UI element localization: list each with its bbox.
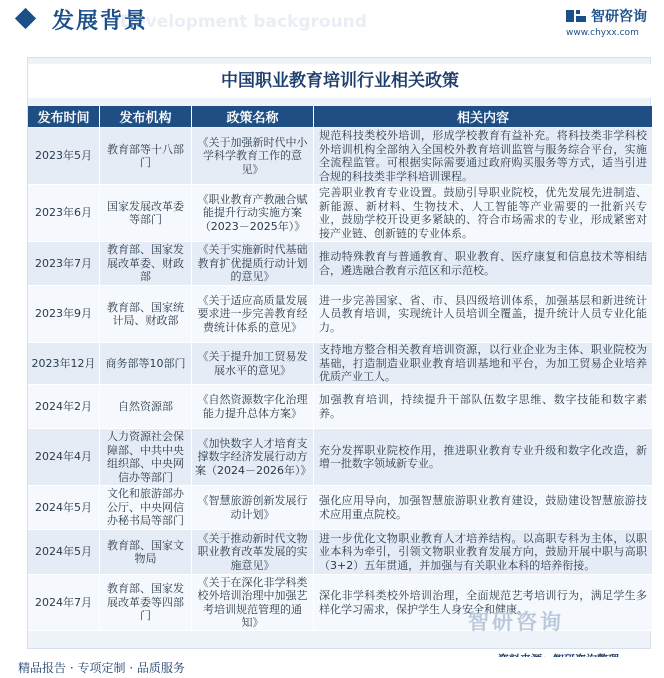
table-header — [28, 106, 652, 127]
section-title-en: Development background — [120, 12, 367, 32]
cell-org: 国家发展改革委等部门 — [100, 185, 192, 241]
cell-date: 2023年7月 — [28, 242, 100, 285]
brand-logo-icon — [566, 8, 586, 24]
column-header-content: 相关内容 — [456, 111, 509, 126]
cell-content: 充分发挥职业院校作用，推进职业教育专业升级和数字化改造，新增一批数字领域新专业。 — [314, 429, 652, 485]
cell-org: 文化和旅游部办公厅、中央网信办秘书局等部门 — [100, 486, 192, 529]
cell-date: 2024年5月 — [28, 486, 100, 529]
cell-policy: 《职业教育产教融合赋能提升行动实施方案（2023－2025年）》 — [192, 185, 314, 241]
policy-table-panel — [27, 57, 651, 649]
cell-date: 2024年2月 — [28, 385, 100, 428]
footer-slogan: 精品报告 · 专项定制 · 品质服务 — [18, 661, 185, 675]
brand-url: www.chyxx.com — [566, 28, 639, 38]
table-row — [28, 486, 652, 530]
cell-org: 教育部等十八部门 — [100, 128, 192, 184]
cell-org: 教育部、国家文物局 — [100, 530, 192, 574]
cell-policy: 《关于适应高质量发展要求进一步完善教育经费统计体系的意见》 — [192, 286, 314, 342]
table-title: 中国职业教育培训行业相关政策 — [28, 64, 652, 98]
table-row — [28, 286, 652, 343]
cell-org: 商务部等10部门 — [100, 343, 192, 384]
cell-content: 进一步优化文物职业教育人才培养结构。以高职专科为主体，以职业本科为牵引，引领文物职业教育发展方向，鼓励开展中职与高职（3+2）五年贯通，并加强与有关职业本科的培养衔接。 — [314, 530, 652, 574]
cell-date: 2023年12月 — [28, 343, 100, 384]
cell-content: 规范科技类校外培训，形成学校教育有益补充。将科技类非学科校外培训机构全部纳入全国校外教育培训监管与服务综合平台，实施全流程监管。可根据实际需要通过政府购买服务等方式，适当引进合规的科技类非学科培训课程。 — [314, 128, 652, 184]
cell-org: 教育部、国家发展改革委、财政部 — [100, 242, 192, 285]
column-header-date: 发布时间 — [28, 106, 100, 127]
table-row — [28, 429, 652, 486]
cell-policy: 《关于提升加工贸易发展水平的意见》 — [192, 343, 314, 384]
cell-content: 进一步完善国家、省、市、县四级培训体系，加强基层和新进统计人员教育培训，实现统计人员培训全覆盖，提升统计人员专业化能力。 — [314, 286, 652, 342]
cell-policy: 《关于在深化非学科类校外培训治理中加强艺考培训规范管理的通知》 — [192, 575, 314, 630]
cell-content: 支持地方整合相关教育培训资源，以行业企业为主体、职业院校为基础，打造制造业职业教育培训基地和平台，为加工贸易企业培养优质产业工人。 — [314, 343, 652, 384]
cell-date: 2023年6月 — [28, 185, 100, 241]
table-row — [28, 185, 652, 242]
cell-content: 加强教育培训，持续提升干部队伍数字思维、数字技能和数字素养。 — [314, 385, 652, 428]
section-title: 发展背景 — [52, 9, 149, 34]
cell-content: 深化非学科类校外培训治理，全面规范艺考培训行为，满足学生多样化学习需求，保护学生人身安全和健康。 — [314, 575, 652, 630]
cell-content: 推动特殊教育与普通教育、职业教育、医疗康复和信息技术等相结合，遴选融合教育示范区和示范校。 — [314, 242, 652, 285]
table-row — [28, 385, 652, 429]
cell-org: 教育部、国家发展改革委等四部门 — [100, 575, 192, 630]
cell-date: 2023年5月 — [28, 128, 100, 184]
diamond-icon — [15, 8, 36, 29]
cell-policy: 《自然资源数字化治理能力提升总体方案》 — [192, 385, 314, 428]
cell-content: 强化应用导向，加强智慧旅游职业教育建设，鼓励建设智慧旅游技术应用重点院校。 — [314, 486, 652, 529]
watermark-brand: 智研咨询 — [468, 610, 564, 634]
column-header-policy: 政策名称 — [192, 106, 314, 127]
cell-policy: 《智慧旅游创新发展行动计划》 — [192, 486, 314, 529]
cell-org: 自然资源部 — [100, 385, 192, 428]
cell-org: 教育部、国家统计局、财政部 — [100, 286, 192, 342]
cell-policy: 《关于加强新时代中小学科学教育工作的意见》 — [192, 128, 314, 184]
table-row — [28, 530, 652, 575]
cell-date: 2024年7月 — [28, 575, 100, 630]
table-body — [28, 128, 652, 631]
column-header-org: 发布机构 — [100, 106, 192, 127]
cell-date: 2024年4月 — [28, 429, 100, 485]
cell-date: 2024年5月 — [28, 530, 100, 574]
page-header — [0, 0, 664, 44]
table-row — [28, 343, 652, 385]
cell-org: 人力资源社会保障部、中共中央组织部、中央网信办等部门 — [100, 429, 192, 485]
cell-content: 完善职业教育专业设置。鼓励引导职业院校，优先发展先进制造、新能源、新材料、生物技术、人工智能等产业需要的一批新兴专业，鼓励学校开设更多紧缺的、符合市场需求的专业，形成紧密对接产业链、创新链的专业体系。 — [314, 185, 652, 241]
cell-policy: 《关于推动新时代文物职业教育改革发展的实施意见》 — [192, 530, 314, 574]
table-row — [28, 242, 652, 286]
cell-policy: 《关于实施新时代基础教育扩优提质行动计划的意见》 — [192, 242, 314, 285]
brand-name: 智研咨询 — [591, 9, 647, 25]
table-row — [28, 128, 652, 185]
cell-policy: 《加快数字人才培育支撑数字经济发展行动方案（2024－2026年）》 — [192, 429, 314, 485]
page-footer — [0, 657, 664, 678]
cell-date: 2023年9月 — [28, 286, 100, 342]
